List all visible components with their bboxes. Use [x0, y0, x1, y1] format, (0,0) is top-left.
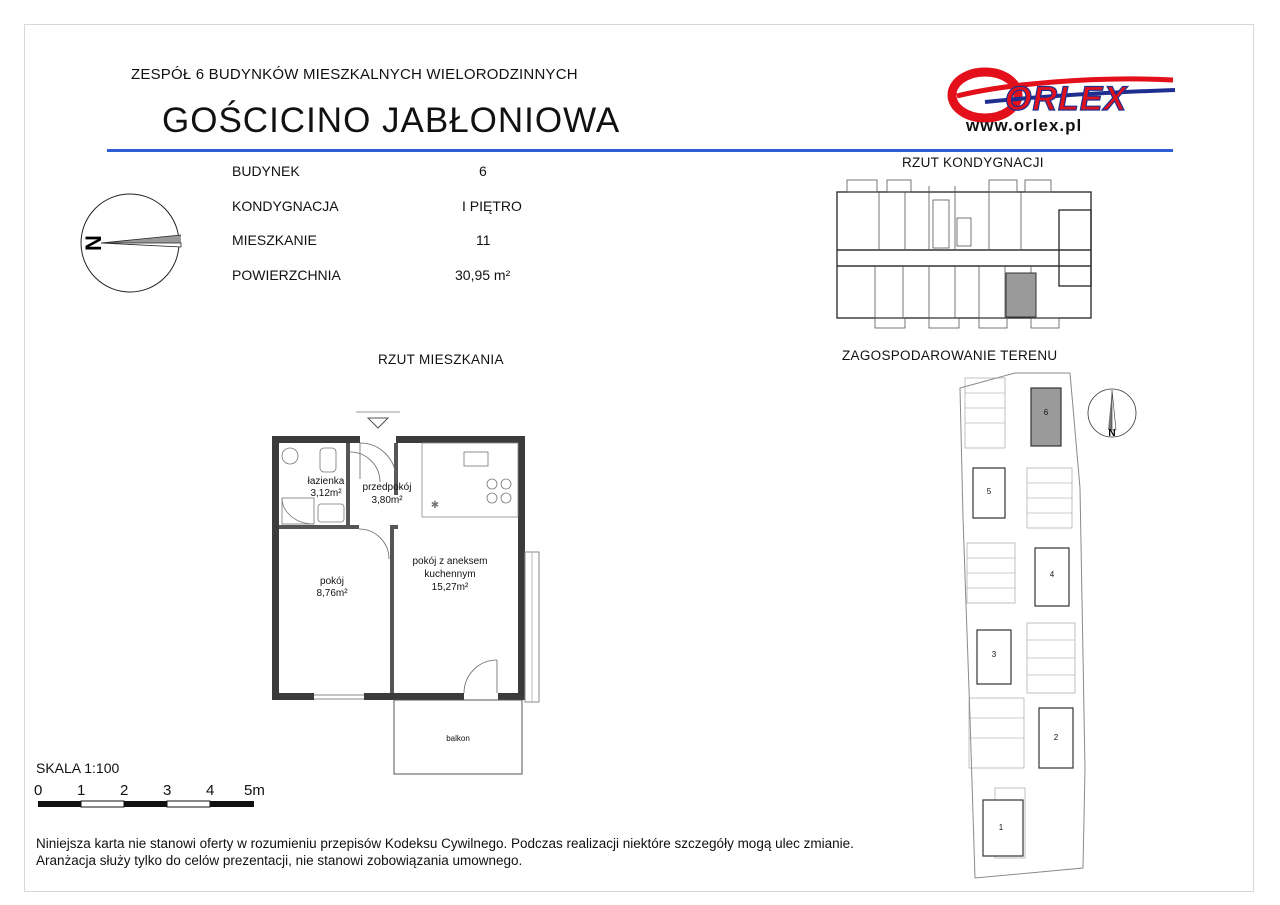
- room-living-name: pokój z aneksem: [412, 556, 488, 567]
- logo-wordmark: ORLEX: [1005, 80, 1128, 118]
- compass-north-letter: N: [81, 235, 106, 251]
- scale-number-2: 2: [120, 782, 129, 799]
- site-building-label-5: 5: [986, 487, 992, 496]
- info-label-building: BUDYNEK: [232, 163, 300, 179]
- floor-plan-heading: RZUT KONDYGNACJI: [902, 155, 1044, 170]
- room-bedroom-area: 8,76m²: [316, 588, 348, 599]
- disclaimer-line-2: Aranżacja służy tylko do celów prezentacji, nie stanowi zobowiązania umownego.: [36, 853, 523, 868]
- site-plan: [955, 368, 1145, 886]
- info-value-floor: I PIĘTRO: [462, 198, 522, 214]
- info-value-area: 30,95 m²: [455, 267, 511, 283]
- site-building-label-6: 6: [1043, 408, 1049, 417]
- floor-plan-highlighted-unit: [1006, 273, 1036, 317]
- apartment-floor-plan: [268, 412, 550, 778]
- room-hall-area: 3,80m²: [371, 495, 403, 506]
- scale-label: SKALA 1:100: [36, 760, 120, 776]
- room-living-name-2: kuchennym: [424, 569, 476, 580]
- scale-number-4: 4: [206, 782, 215, 799]
- info-label-area: POWIERZCHNIA: [232, 267, 341, 283]
- info-value-building: 6: [479, 163, 487, 179]
- info-label-floor: KONDYGNACJA: [232, 198, 339, 214]
- apartment-plan-heading: RZUT MIESZKANIA: [378, 352, 504, 367]
- site-building-label-4: 4: [1049, 570, 1055, 579]
- scale-bar: [38, 801, 256, 809]
- site-building-label-2: 2: [1053, 733, 1059, 742]
- scale-number-5m: 5m: [244, 782, 265, 799]
- north-compass: [77, 192, 183, 294]
- site-plan-heading: ZAGOSPODAROWANIE TERENU: [842, 348, 1058, 363]
- site-building-6-highlight: [1031, 388, 1061, 446]
- header-rule: [107, 149, 1173, 152]
- scale-number-3: 3: [163, 782, 172, 799]
- site-building-label-3: 3: [991, 650, 997, 659]
- project-title: GOŚCICINO JABŁONIOWA: [162, 101, 621, 140]
- room-balcony-name: balkon: [446, 734, 470, 743]
- floor-plan-thumbnail: [829, 178, 1115, 330]
- project-subtitle: ZESPÓŁ 6 BUDYNKÓW MIESZKALNYCH WIELORODZINNYCH: [131, 66, 578, 83]
- room-bathroom-name: łazienka: [307, 476, 345, 487]
- disclaimer: [36, 835, 854, 869]
- site-compass-north-letter: N: [1108, 428, 1116, 439]
- scale-number-0: 0: [34, 782, 43, 799]
- site-compass: [1088, 389, 1136, 439]
- info-value-apartment: 11: [476, 232, 491, 248]
- room-living-area: 15,27m²: [431, 582, 469, 593]
- info-label-apartment: MIESZKANIE: [232, 232, 317, 248]
- svg-text:✱: ✱: [430, 500, 440, 511]
- scale-number-1: 1: [77, 782, 86, 799]
- room-hall-name: przedpokój: [362, 482, 412, 493]
- disclaimer-line-1: Niniejsza karta nie stanowi oferty w rozumieniu przepisów Kodeksu Cywilnego. Podczas realizacji niektóre szczegóły mogą ulec zmianie.: [36, 836, 854, 851]
- room-bedroom-name: pokój: [320, 576, 344, 587]
- logo-url: www.orlex.pl: [966, 116, 1083, 135]
- site-building-label-1: 1: [998, 823, 1004, 832]
- room-bathroom-area: 3,12m²: [310, 488, 342, 499]
